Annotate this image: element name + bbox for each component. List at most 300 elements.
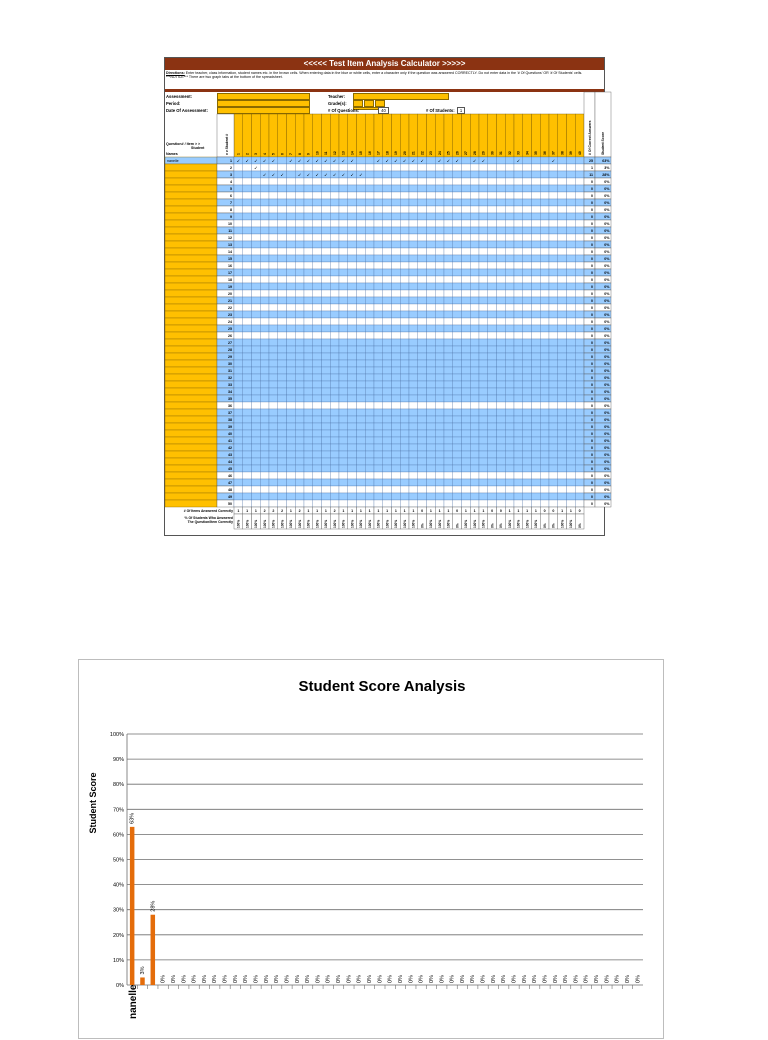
- answer-cell: [304, 493, 313, 500]
- answer-cell: [558, 269, 567, 276]
- answer-cell: [567, 423, 576, 430]
- answer-cell: [523, 486, 532, 493]
- answer-cell: [400, 486, 409, 493]
- answer-cell: [339, 332, 348, 339]
- answer-cell: [549, 444, 558, 451]
- answer-cell: [479, 339, 488, 346]
- answer-cell: [462, 171, 471, 178]
- answer-cell: [532, 164, 541, 171]
- answer-cell: [514, 227, 523, 234]
- answer-cell: [287, 346, 296, 353]
- answer-cell: [243, 192, 252, 199]
- answer-cell: [278, 241, 287, 248]
- answer-cell: [269, 437, 278, 444]
- answer-cell: [532, 430, 541, 437]
- student-num: 43: [228, 453, 232, 457]
- answer-cell: [435, 171, 444, 178]
- answer-cell: [365, 171, 374, 178]
- answer-cell: [462, 444, 471, 451]
- correct-count-cell: [584, 430, 595, 437]
- answer-cell: [365, 472, 374, 479]
- answer-cell: [444, 192, 453, 199]
- answer-cell: [575, 248, 584, 255]
- answer-cell: [453, 304, 462, 311]
- answer-cell: [374, 367, 383, 374]
- answer-cell: [339, 213, 348, 220]
- answer-cell: [418, 332, 427, 339]
- answer-cell: [575, 346, 584, 353]
- answer-cell: [575, 276, 584, 283]
- answer-cell: [558, 486, 567, 493]
- answer-cell: [287, 430, 296, 437]
- answer-cell: [339, 367, 348, 374]
- question-number: 17: [376, 151, 381, 155]
- items-correct: 1: [561, 509, 564, 513]
- answer-cell: [392, 178, 401, 185]
- answer-cell: [575, 255, 584, 262]
- answer-cell: [514, 220, 523, 227]
- answer-cell: [287, 325, 296, 332]
- answer-cell: [418, 269, 427, 276]
- answer-cell: [575, 437, 584, 444]
- question-header-cell: [470, 114, 479, 157]
- student-score: 0%: [604, 222, 610, 226]
- student-num: 42: [228, 446, 232, 450]
- items-correct: 0: [499, 509, 502, 513]
- answer-cell: [505, 255, 514, 262]
- answer-cell: [497, 416, 506, 423]
- answer-cell: [435, 262, 444, 269]
- answer-cell: [444, 395, 453, 402]
- answer-cell: [348, 444, 357, 451]
- answer-cell: [549, 367, 558, 374]
- answer-cell: [505, 206, 514, 213]
- correct-count: 0: [591, 425, 593, 429]
- answer-cell: [304, 297, 313, 304]
- answer-cell: [549, 388, 558, 395]
- answer-cell: [505, 192, 514, 199]
- answer-cell: [427, 472, 436, 479]
- answer-cell: [418, 486, 427, 493]
- student-score: 0%: [604, 320, 610, 324]
- data-label: 0%: [604, 975, 611, 983]
- answer-cell: [383, 479, 392, 486]
- answer-cell: [295, 416, 304, 423]
- answer-cell: [567, 318, 576, 325]
- answer-cell: [523, 367, 532, 374]
- student-name-cell: [165, 360, 217, 367]
- question-number: 2: [245, 153, 250, 155]
- answer-cell: [295, 465, 304, 472]
- answer-cell: [470, 409, 479, 416]
- student-num: 14: [228, 250, 232, 254]
- answer-cell: [575, 353, 584, 360]
- data-label: 0%: [594, 975, 601, 983]
- correct-count: 0: [591, 243, 593, 247]
- answer-cell: [252, 423, 261, 430]
- answer-cell: [365, 213, 374, 220]
- answer-cell: [558, 297, 567, 304]
- answer-cell: [252, 416, 261, 423]
- answer-cell: [252, 451, 261, 458]
- answer-cell: [567, 262, 576, 269]
- answer-cell: [339, 486, 348, 493]
- answer-cell: [470, 290, 479, 297]
- question-number: 35: [534, 151, 539, 155]
- answer-cell: [514, 248, 523, 255]
- answer-cell: [532, 423, 541, 430]
- answer-cell: [243, 409, 252, 416]
- answer-cell: [269, 290, 278, 297]
- answer-cell: [339, 234, 348, 241]
- answer-cell: [252, 206, 261, 213]
- answer-cell: [252, 374, 261, 381]
- answer-cell: [558, 290, 567, 297]
- answer-cell: [558, 178, 567, 185]
- answer-cell: [479, 381, 488, 388]
- data-label: 0%: [356, 975, 363, 983]
- answer-cell: [435, 472, 444, 479]
- answer-cell: [313, 402, 322, 409]
- answer-cell: [278, 255, 287, 262]
- answer-cell: [470, 493, 479, 500]
- answer-cell: [435, 220, 444, 227]
- items-pct: 100%: [350, 519, 355, 528]
- answer-cell: [260, 486, 269, 493]
- answer-cell: [339, 311, 348, 318]
- answer-cell: [357, 381, 366, 388]
- answer-cell: [278, 290, 287, 297]
- question-header-cell: [330, 114, 339, 157]
- answer-cell: [383, 381, 392, 388]
- answer-cell: [488, 192, 497, 199]
- answer-cell: [558, 402, 567, 409]
- answer-cell: [540, 227, 549, 234]
- answer-cell: [357, 269, 366, 276]
- answer-cell: [322, 185, 331, 192]
- answer-cell: [400, 458, 409, 465]
- answer-cell: [330, 388, 339, 395]
- answer-cell: [339, 297, 348, 304]
- bar: [151, 915, 156, 985]
- y-tick-label: 10%: [112, 957, 124, 964]
- answer-cell: [549, 423, 558, 430]
- answer-cell: [435, 234, 444, 241]
- answer-cell: [392, 185, 401, 192]
- answer-cell: [234, 290, 243, 297]
- answer-cell: [462, 458, 471, 465]
- answer-cell: [427, 213, 436, 220]
- answer-cell: [339, 381, 348, 388]
- answer-cell: [330, 227, 339, 234]
- answer-cell: [427, 311, 436, 318]
- answer-cell: [287, 185, 296, 192]
- answer-cell: [383, 311, 392, 318]
- answer-cell: [409, 395, 418, 402]
- answer-cell: [488, 416, 497, 423]
- answer-cell: [558, 171, 567, 178]
- answer-cell: [365, 248, 374, 255]
- answer-cell: [313, 479, 322, 486]
- items-correct: 1: [394, 509, 397, 513]
- answer-cell: [383, 276, 392, 283]
- answer-cell: [514, 185, 523, 192]
- answer-cell: [313, 325, 322, 332]
- answer-cell: [339, 458, 348, 465]
- answer-cell: [470, 472, 479, 479]
- answer-cell: [278, 486, 287, 493]
- correct-count: 0: [591, 418, 593, 422]
- correct-count: 0: [591, 299, 593, 303]
- answer-cell: [532, 395, 541, 402]
- student-score: 0%: [604, 271, 610, 275]
- answer-cell: [383, 213, 392, 220]
- answer-cell: [453, 311, 462, 318]
- answer-cell: [418, 304, 427, 311]
- answer-cell: [540, 465, 549, 472]
- answer-cell: [497, 388, 506, 395]
- answer-cell: [575, 388, 584, 395]
- answer-cell: [357, 276, 366, 283]
- answer-cell: [444, 360, 453, 367]
- correct-count: 0: [591, 229, 593, 233]
- answer-cell: [357, 199, 366, 206]
- answer-cell: [444, 255, 453, 262]
- answer-cell: [392, 360, 401, 367]
- answer-cell: [479, 409, 488, 416]
- question-number: 23: [429, 151, 434, 155]
- answer-cell: [243, 304, 252, 311]
- answer-cell: [523, 304, 532, 311]
- answer-cell: [575, 409, 584, 416]
- question-header-cell: [558, 114, 567, 157]
- answer-cell: [260, 262, 269, 269]
- answer-cell: [532, 227, 541, 234]
- correct-count-cell: [584, 493, 595, 500]
- answer-cell: [365, 283, 374, 290]
- answer-cell: [348, 388, 357, 395]
- answer-cell: [287, 472, 296, 479]
- answer-cell: [462, 374, 471, 381]
- answer-cell: [243, 318, 252, 325]
- answer-cell: [470, 430, 479, 437]
- answer-cell: [295, 444, 304, 451]
- data-label: 0%: [563, 975, 570, 983]
- student-num: 37: [228, 411, 232, 415]
- answer-cell: [409, 346, 418, 353]
- check-mark: ✓: [236, 159, 241, 165]
- question-number: 1: [236, 153, 241, 155]
- data-label: 0%: [232, 975, 239, 983]
- answer-cell: [479, 318, 488, 325]
- answer-cell: [409, 199, 418, 206]
- answer-cell: [409, 227, 418, 234]
- check-mark: ✓: [245, 159, 250, 165]
- answer-cell: [567, 416, 576, 423]
- answer-cell: [400, 472, 409, 479]
- answer-cell: [567, 227, 576, 234]
- answer-cell: [295, 437, 304, 444]
- answer-cell: [348, 206, 357, 213]
- answer-cell: [313, 493, 322, 500]
- answer-cell: [339, 444, 348, 451]
- answer-cell: [540, 206, 549, 213]
- correct-count: 0: [591, 439, 593, 443]
- answer-cell: [234, 185, 243, 192]
- answer-cell: [462, 500, 471, 507]
- answer-cell: [444, 388, 453, 395]
- answer-cell: [400, 360, 409, 367]
- answer-cell: [339, 178, 348, 185]
- answer-cell: [462, 409, 471, 416]
- answer-cell: [234, 262, 243, 269]
- correct-count: 0: [591, 327, 593, 331]
- student-num: 48: [228, 488, 232, 492]
- answer-cell: [383, 297, 392, 304]
- answer-cell: [514, 402, 523, 409]
- answer-cell: [287, 409, 296, 416]
- check-mark: ✓: [323, 159, 328, 165]
- answer-cell: [304, 402, 313, 409]
- answer-cell: [540, 276, 549, 283]
- answer-cell: [427, 262, 436, 269]
- answer-cell: [330, 213, 339, 220]
- student-score: 0%: [604, 425, 610, 429]
- pct-correct-label-2: The Question/Item Correctly: [187, 520, 233, 524]
- answer-cell: [567, 276, 576, 283]
- student-score: 0%: [604, 306, 610, 310]
- answer-cell: [357, 493, 366, 500]
- answer-cell: [357, 346, 366, 353]
- answer-cell: [470, 465, 479, 472]
- answer-cell: [392, 353, 401, 360]
- answer-cell: [470, 248, 479, 255]
- data-label: 0%: [532, 975, 539, 983]
- answer-cell: [453, 409, 462, 416]
- answer-cell: [357, 353, 366, 360]
- answer-cell: [479, 164, 488, 171]
- answer-cell: [357, 283, 366, 290]
- answer-cell: [567, 458, 576, 465]
- answer-cell: [400, 276, 409, 283]
- answer-cell: [479, 430, 488, 437]
- answer-cell: [330, 185, 339, 192]
- answer-cell: [435, 199, 444, 206]
- answer-cell: [400, 262, 409, 269]
- answer-cell: [252, 486, 261, 493]
- student-name-cell: [165, 339, 217, 346]
- answer-cell: [234, 437, 243, 444]
- answer-cell: [365, 367, 374, 374]
- answer-cell: [392, 472, 401, 479]
- score-chart: [79, 660, 665, 1040]
- answer-cell: [243, 381, 252, 388]
- answer-cell: [575, 262, 584, 269]
- answer-cell: [374, 206, 383, 213]
- data-label: 0%: [201, 975, 208, 983]
- answer-cell: [462, 388, 471, 395]
- answer-cell: [322, 430, 331, 437]
- answer-cell: [330, 290, 339, 297]
- question-number: 3: [254, 153, 259, 155]
- answer-cell: [234, 500, 243, 507]
- answer-cell: [418, 241, 427, 248]
- answer-cell: [540, 444, 549, 451]
- items-correct: 1: [438, 509, 441, 513]
- answer-cell: [339, 241, 348, 248]
- answer-cell: [505, 381, 514, 388]
- answer-cell: [575, 213, 584, 220]
- check-mark: ✓: [446, 159, 451, 165]
- answer-cell: [348, 185, 357, 192]
- answer-cell: [523, 283, 532, 290]
- answer-cell: [505, 458, 514, 465]
- answer-cell: [418, 283, 427, 290]
- answer-cell: [479, 437, 488, 444]
- answer-cell: [234, 353, 243, 360]
- answer-cell: [234, 465, 243, 472]
- correct-count-cell: [584, 332, 595, 339]
- answer-cell: [278, 374, 287, 381]
- answer-cell: [234, 269, 243, 276]
- answer-cell: [575, 395, 584, 402]
- answer-cell: [488, 339, 497, 346]
- answer-cell: [567, 493, 576, 500]
- answer-cell: [558, 220, 567, 227]
- answer-cell: [313, 437, 322, 444]
- answer-cell: [435, 458, 444, 465]
- answer-cell: [234, 423, 243, 430]
- answer-cell: [558, 360, 567, 367]
- answer-cell: [488, 269, 497, 276]
- answer-cell: [339, 304, 348, 311]
- answer-cell: [558, 367, 567, 374]
- answer-cell: [374, 430, 383, 437]
- answer-cell: [444, 416, 453, 423]
- answer-cell: [304, 311, 313, 318]
- answer-cell: [427, 444, 436, 451]
- answer-cell: [392, 283, 401, 290]
- answer-cell: [269, 248, 278, 255]
- answer-cell: [287, 402, 296, 409]
- answer-cell: [470, 332, 479, 339]
- answer-cell: [444, 213, 453, 220]
- answer-cell: [532, 248, 541, 255]
- answer-cell: [479, 262, 488, 269]
- answer-cell: [549, 493, 558, 500]
- answer-cell: [418, 472, 427, 479]
- answer-cell: [427, 241, 436, 248]
- answer-cell: [514, 213, 523, 220]
- answer-cell: [418, 444, 427, 451]
- answer-cell: [234, 213, 243, 220]
- answer-cell: [234, 388, 243, 395]
- answer-cell: [287, 451, 296, 458]
- answer-cell: [488, 479, 497, 486]
- answer-cell: [348, 213, 357, 220]
- answer-cell: [365, 374, 374, 381]
- answer-cell: [252, 409, 261, 416]
- answer-cell: [295, 318, 304, 325]
- answer-cell: [234, 479, 243, 486]
- correct-count-cell: [584, 479, 595, 486]
- items-pct: 100%: [280, 519, 285, 528]
- answer-cell: [374, 374, 383, 381]
- correct-count-cell: [584, 381, 595, 388]
- answer-cell: [409, 255, 418, 262]
- answer-cell: [243, 479, 252, 486]
- answer-cell: [330, 339, 339, 346]
